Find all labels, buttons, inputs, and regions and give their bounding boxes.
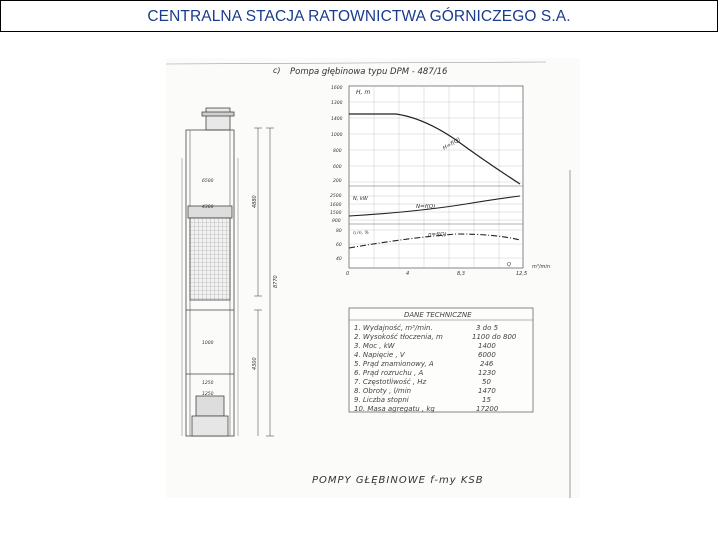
scanned-document xyxy=(166,58,580,498)
table-row-value: 1230 xyxy=(478,369,496,377)
eta-tick: 60 xyxy=(336,243,342,248)
pump-dim-label: 4300 xyxy=(202,205,214,210)
x-axis-unit: m³/min xyxy=(532,264,550,270)
eta-tick: 40 xyxy=(336,257,342,262)
dim-label: 4300 xyxy=(252,357,258,370)
n-axis-ticks xyxy=(330,193,342,224)
pump-dim-label: 1000 xyxy=(202,341,214,346)
x-tick: 8,3 xyxy=(457,271,465,277)
h-tick: 1300 xyxy=(331,101,343,106)
h-tick: 800 xyxy=(333,149,342,154)
pump-title: Pompa głębinowa typu DPM - 487/16 xyxy=(290,67,448,77)
table-row-label: 5. Prąd znamionowy, A xyxy=(354,360,434,368)
table-row-value: 1470 xyxy=(478,387,496,395)
n-tick: 2500 xyxy=(330,194,342,199)
table-row-value: 246 xyxy=(480,360,494,368)
n-axis-unit: N, kW xyxy=(353,196,368,202)
h-curve-label: H=f(Q) xyxy=(442,136,462,152)
table-row-value: 50 xyxy=(482,378,491,386)
page-title: CENTRALNA STACJA RATOWNICTWA GÓRNICZEGO S.A. xyxy=(147,8,571,25)
h-tick: 600 xyxy=(333,165,342,170)
table-row-label: 9. Liczba stopni xyxy=(354,396,409,404)
dimension-lines xyxy=(254,128,274,436)
table-row-label: 1. Wydajność, m³/min. xyxy=(354,324,433,332)
table-row-value: 1400 xyxy=(478,342,496,350)
h-tick: 1600 xyxy=(331,86,343,91)
x-tick: 0 xyxy=(346,271,350,277)
table-row-value: 15 xyxy=(482,396,491,404)
table-row-label: 2. Wysokość tłoczenia, m xyxy=(354,333,443,341)
title-bar xyxy=(0,0,718,32)
n-tick: 1600 xyxy=(330,203,342,208)
h-tick: 1000 xyxy=(331,133,343,138)
h-axis-unit: H, m xyxy=(356,89,371,96)
h-axis-ticks xyxy=(331,85,343,184)
n-curve-label: N=f(Q) xyxy=(416,204,436,210)
dim-label: 4880 xyxy=(252,195,258,208)
technical-data-table xyxy=(349,308,533,413)
pump-dim-label: 6500 xyxy=(202,179,214,184)
eta-curve-label: η=f(Q) xyxy=(428,232,447,238)
table-row-value: 17200 xyxy=(476,405,499,413)
panel-label: c) xyxy=(273,66,281,75)
eta-axis-ticks xyxy=(336,228,342,262)
pump-cross-section xyxy=(182,108,238,436)
table-row-label: 6. Prąd rozruchu , A xyxy=(354,369,424,377)
pump-dim-label: 1250 xyxy=(202,381,214,386)
dim-label: 8770 xyxy=(273,275,279,288)
q-label: Q xyxy=(507,262,511,268)
table-row-value: 6000 xyxy=(478,351,496,359)
document-caption: POMPY GŁĘBINOWE f-my KSB xyxy=(312,475,484,486)
pump-dim-label: 1250 xyxy=(202,392,214,397)
h-tick: 200 xyxy=(333,179,342,184)
document-drawing xyxy=(166,58,580,498)
eta-tick: 80 xyxy=(336,229,342,234)
table-heading: DANE TECHNICZNE xyxy=(404,311,472,319)
n-tick: 900 xyxy=(332,219,341,224)
h-tick: 1400 xyxy=(331,117,343,122)
table-row-label: 4. Napięcie , V xyxy=(354,351,405,359)
table-row-label: 7. Częstotliwość , Hz xyxy=(354,378,427,386)
table-row-label: 10. Masa agregatu , kg xyxy=(354,405,435,413)
table-row-value: 3 do 5 xyxy=(476,324,499,332)
x-axis-ticks xyxy=(346,271,527,277)
table-row-label: 3. Moc , kW xyxy=(354,342,395,350)
table-row-value: 1100 do 800 xyxy=(472,333,517,341)
x-tick: 12,5 xyxy=(516,271,528,277)
x-tick: 4 xyxy=(406,271,410,277)
characteristic-chart xyxy=(349,86,523,268)
table-row-label: 8. Obroty , l/min xyxy=(354,387,412,395)
n-tick: 1500 xyxy=(330,211,342,216)
eta-axis-unit: η m, % xyxy=(353,231,369,236)
